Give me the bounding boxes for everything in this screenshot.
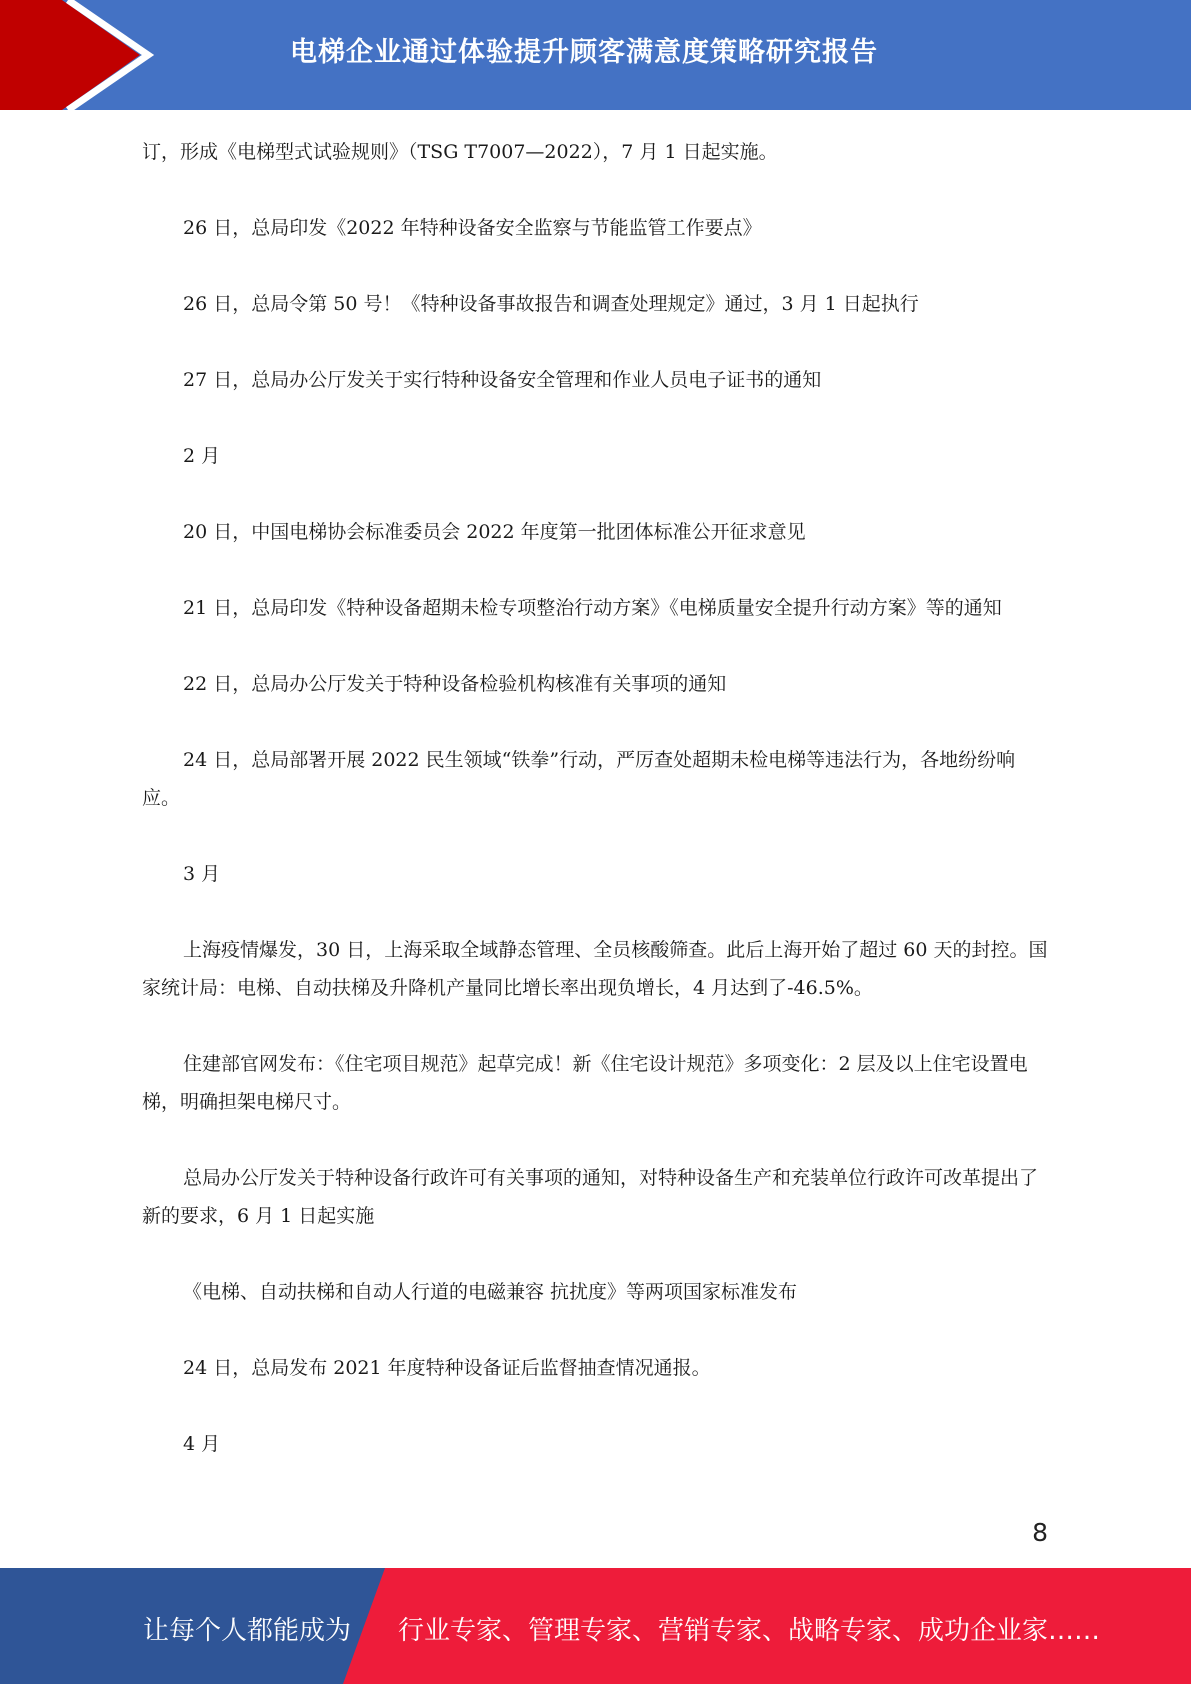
paragraph: 26 日，总局令第 50 号！《特种设备事故报告和调查处理规定》通过，3 月 1 日起执行 (183, 293, 919, 315)
paragraph: 21 日，总局印发《特种设备超期未检专项整治行动方案》《电梯质量安全提升行动方案》等的通知 (183, 597, 1002, 619)
paragraph: 27 日，总局办公厅发关于实行特种设备安全管理和作业人员电子证书的通知 (183, 369, 822, 391)
footer-slogan-right: 行业专家、管理专家、营销专家、战略专家、成功企业家…… (398, 1616, 1101, 1646)
paragraph: 订，形成《电梯型式试验规则》（TSG T7007—2022），7 月 1 日起实施。 (142, 141, 778, 163)
month-heading: 2 月 (183, 445, 221, 467)
paragraph: 22 日，总局办公厅发关于特种设备检验机构核准有关事项的通知 (183, 673, 727, 695)
paragraph: 住建部官网发布：《住宅项目规范》起草完成！新《住宅设计规范》多项变化：2 层及以上住宅设置电梯，明确担架电梯尺寸。 (142, 1053, 1028, 1113)
footer-slogan-left: 让每个人都能成为 (143, 1616, 352, 1646)
paragraph: 24 日，总局部署开展 2022 民生领域“铁拳”行动，严厉查处超期未检电梯等违法行为，各地纷纷响应。 (142, 749, 1016, 809)
paragraph: 20 日，中国电梯协会标准委员会 2022 年度第一批团体标准公开征求意见 (183, 521, 806, 543)
document-body (142, 133, 1048, 1501)
page-number: 8 (1032, 1518, 1048, 1547)
paragraph: 总局办公厅发关于特种设备行政许可有关事项的通知，对特种设备生产和充装单位行政许可改革提出了新的要求，6 月 1 日起实施 (142, 1167, 1039, 1227)
paragraph: 24 日，总局发布 2021 年度特种设备证后监督抽查情况通报。 (183, 1357, 711, 1379)
paragraph: 26 日，总局印发《2022 年特种设备安全监察与节能监管工作要点》 (183, 217, 762, 239)
month-heading: 4 月 (183, 1433, 221, 1455)
header-banner (0, 0, 1191, 110)
paragraph: 上海疫情爆发，30 日，上海采取全域静态管理、全员核酸筛查。此后上海开始了超过 60 天的封控。国家统计局：电梯、自动扶梯及升降机产量同比增长率出现负增长，4 月达到了-46.5%。 (142, 939, 1048, 999)
paragraph: 《电梯、自动扶梯和自动人行道的电磁兼容 抗扰度》等两项国家标准发布 (183, 1281, 798, 1303)
footer-banner (0, 1568, 1191, 1684)
header-arrow-icon (0, 0, 160, 110)
month-heading: 3 月 (183, 863, 221, 885)
page-title: 电梯企业通过体验提升顾客满意度策略研究报告 (290, 37, 878, 68)
